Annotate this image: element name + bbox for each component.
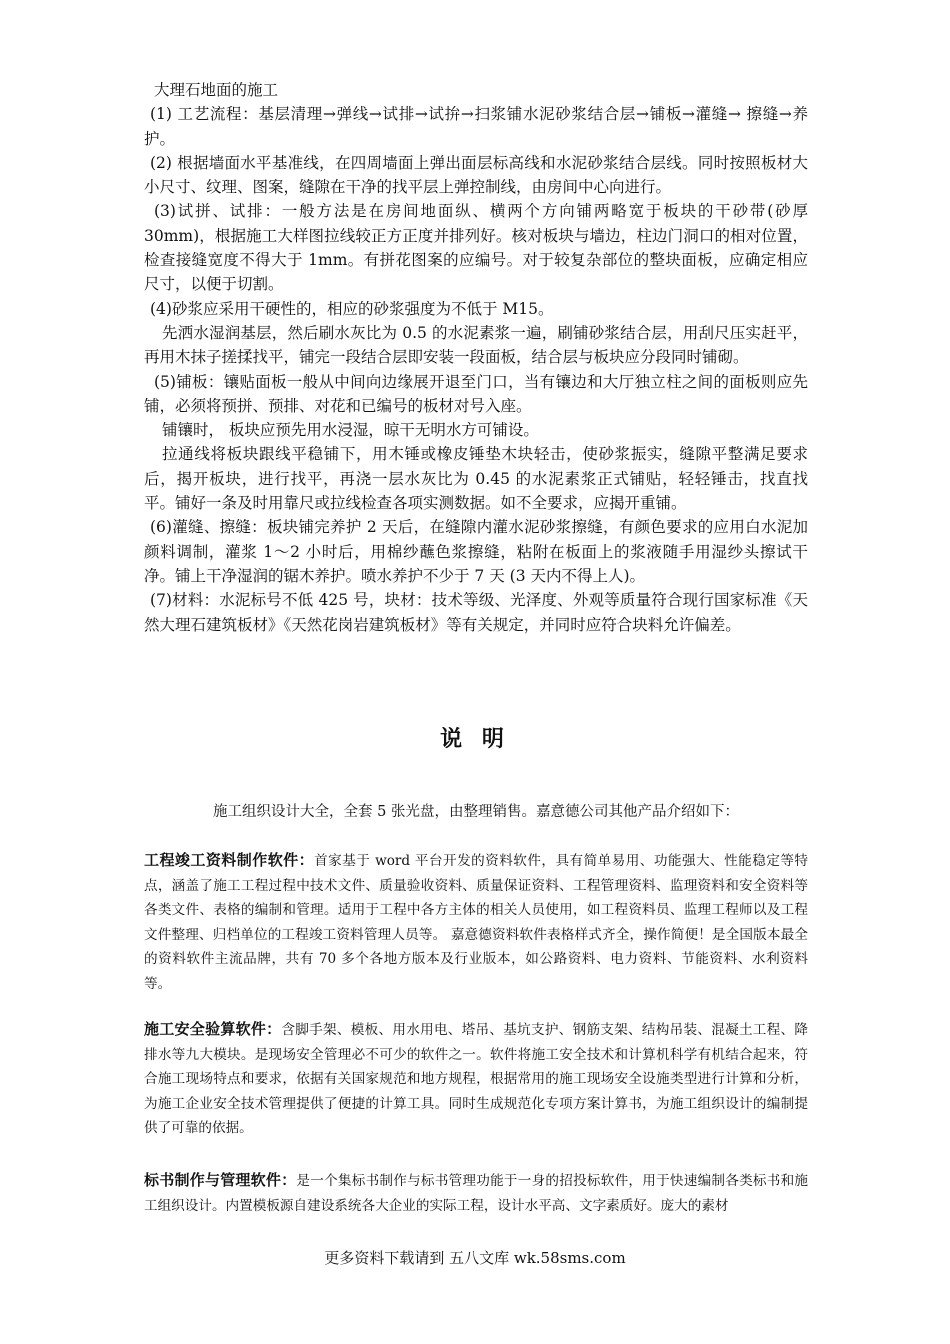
product-description: 是一个集标书制作与标书管理功能于一身的招投标软件，用于快速编制各类标书和施工组织设计。内置模板源自建设系统各大企业的实际工程，设计水平高、文字素质好。庞大的素材 [144,1173,808,1214]
product-name: 施工安全验算软件： [144,1020,282,1038]
product-description: 含脚手架、模板、用水用电、塔吊、基坑支护、钢筋支架、结构吊装、混凝土工程、降排水等九大模块。是现场安全管理必不可少的软件之一。软件将施工安全技术和计算机科学有机结合起来，符合施工现场特点和要求，依据有关国家规范和地方规程，根据常用的施工现场安全设施类型进行计算和分析，为施工企业安全技术管理提供了便捷的计算工具。同时生成规范化专项方案计算书，为施工组织设计的编制提供了可靠的依据。 [144,1022,808,1137]
page-title: 说 明 [440,726,510,752]
intro-text: 施工组织设计大全，全套 5 张光盘，由整理销售。嘉意德公司其他产品介绍如下： [213,804,739,820]
list-item: 先洒水湿润基层，然后刷水灰比为 0.5 的水泥素浆一遍，刷铺砂浆结合层，用刮尺压实赶平，再用木抹子搓揉找平，铺完一段结合层即安装一段面板，结合层与板块应分段同时铺砌。 [144,323,808,367]
section-heading: 大理石地面的施工 [154,81,279,99]
marble-floor-section [144,78,808,637]
list-item: (5)铺板：镶贴面板一般从中间向边缘展开退至门口，当有镶边和大厅独立柱之间的面板则应先铺，必须将预拼、预排、对花和已编号的板材对号入座。 [144,372,808,415]
product-description: 首家基于 word 平台开发的资料软件，具有简单易用、功能强大、性能稳定等特点，涵盖了施工工程过程中技术文件、质量验收资料、质量保证资料、工程管理资料、监理资料和安全资料等各类文件、表格的编制和管理。适用于工程中各方主体的相关人员使用，如工程资料员、监理工程师以及工程文件整理、归档单位的工程竣工资料管理人员等。 嘉意德资料软件表格样式齐全，操作简便！是全国版本最全的资料软件主流品牌，共有 70 多个各地方版本及行业版本，如公路资料、电力资料、节能资料、水利资料等。 [144,853,808,992]
list-item: 拉通线将板块跟线平稳铺下，用木锤或橡皮锤垫木块轻击，使砂浆振实，缝隙平整满足要求后，揭开板块，进行找平，再浇一层水灰比为 0.45 的水泥素浆正式铺贴，轻轻锤击，找直找平。铺好一条及时用靠尺或拉线检查各项实测数据。如不全要求，应揭开重铺。 [144,445,808,513]
product-paragraph [144,1017,808,1141]
product-paragraph [144,1168,808,1218]
product-name: 工程竣工资料制作软件： [144,851,315,869]
list-item: (7)材料：水泥标号不低 425 号，块材：技术等级、光泽度、外观等质量符合现行国家标准《天然大理石建筑板材》《天然花岗岩建筑板材》等有关规定，并同时应符合块料允许偏差。 [144,591,808,634]
list-item: (2) 根据墙面水平基准线，在四周墙面上弹出面层标高线和水泥砂浆结合层线。同时按照板材大小尺寸、纹理、图案，缝隙在干净的找平层上弹控制线，由房间中心向进行。 [144,153,808,197]
list-item: (4)砂浆应采用干硬性的，相应的砂浆强度为不低于 M15。 [150,299,554,318]
footer-link[interactable]: 更多资料下载请到 五八文库 wk.58sms.com [324,1249,626,1267]
product-name: 标书制作与管理软件： [144,1171,297,1189]
list-item: (1) 工艺流程：基层清理→弹线→试排→试拚→扫浆铺水泥砂浆结合层→铺板→灌缝→ 擦缝→养护。 [144,105,808,148]
product-paragraph [144,848,808,997]
list-item: (6)灌缝、擦缝：板块铺完养护 2 天后，在缝隙内灌水泥砂浆擦缝，有颜色要求的应用白水泥加颜料调制，灌浆 1～2 小时后，用棉纱蘸色浆擦缝，粘附在板面上的浆液随手用湿纱头擦试干净。铺上干净湿润的锯木养护。喷水养护不少于 7 天 (3 天内不得上人)。 [144,518,808,585]
list-item: (3)试拼、试排：一般方法是在房间地面纵、横两个方向铺两略宽于板块的干砂带(砂厚30mm)，根据施工大样图拉线较正方正度并排列好。核对板块与墙边，柱边门洞口的相对位置，检查接缝宽度不得大于 1mm。有拼花图案的应编号。对于较复杂部位的整块面板，应确定相应尺寸，以便于切割。 [144,202,808,294]
list-item: 铺镶时， 板块应预先用水浸湿，晾干无明水方可铺设。 [162,421,539,440]
